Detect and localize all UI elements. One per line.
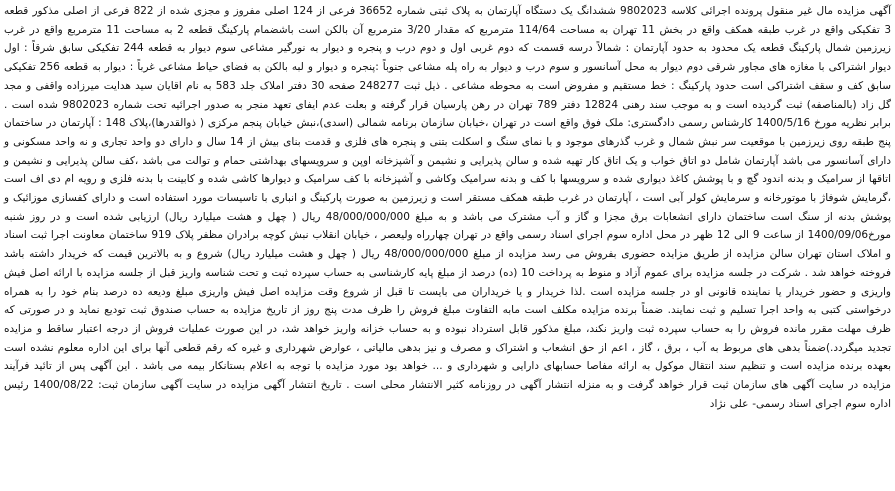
auction-notice-text: آگهی مزایده مال غیر منقول پرونده اجرائی کلاسه 9802023 ششدانگ یک دستگاه آپارتمان به پلاک ثبتی شماره 36652 فرعی از 124 اصلی مفروز و مجزی شده از 822 فرعی از اصلی مذکور قطعه 3 تفکیکی واقع در غرب طبقه همکف واقع در بخش 11 تهران به مساحت 114/64 مترمربع که مقدار 3/20 مترمربع آن بالکن است باشضمام پارکینگ قطعه 2 به مساحت 11 مترمربع واقع در غرب زیرزمین شمال پارکینگ قطعه یک محدود به حدود آپارتمان : شمالاً درسه قسمت که دوم غربی اول و دوم درب و پنجره و دیوار به نورگیر مشاعی سوم دیوار به قطعه 244 تفکیکی سابق شرقاً : اول دیوار اشتراکی با مغازه های مجاور شرقی دوم دیوار به محل آسانسور و سوم درب و دیوار به راه پله مشاعی جنوباً :پنجره و دیوار و لبه بالکن به فضای حیاط مشاعی غرباً : دیوار به قطعه 256 تفکیکی سابق کف و سقف اشتراکی است حدود پارکینگ : خط مستقیم و مفروض است به محوطه مشاعی . ذیل ثبت 248277 صفحه 30 دفتر املاک جلد 583 به نام اقایان سید هدایت میرزاده واقفی و مجد گل زاد (بالمناصفه) ثبت گردیده است و به موجب سند رهنی 12824 دفتر 789 تهران در رهن پارسیان قرار گرفته و بعلت عدم ایفای تعهد منجر به صدور اجرائیه تحت شماره 9802023 شده است . برابر نظریه مورخ 1400/5/16 کارشناس رسمی دادگستری: ملک فوق واقع است در تهران ،خیابان سازمان برنامه شمالی (اسدی)،نبش خیابان پنجم مرکزی ( ذوالقدرها)،پلاک 148 : آپارتمان در ساختمان پنج طبقه روی زیرزمین با موقعیت سر نبش شمال و غرب گذرهای موجود و با نمای سنگ و اسکلت بتنی و پنجره های فلزی و قدمت بنای بیش از 14 سال و دارای دو واحد تجاری و نه واحد مسکونی و دارای آسانسور می باشد آپارتمان شامل دو اتاق خواب و یک اتاق کار تهیه شده و سالن پذیرایی و نشیمن و آشپزخانه اوپن و سرویسهای بهداشتی حمام و توالت می باشد ،کف سالن پذیرایی و نشیمن و اتاقها از سرامیک و بدنه اندود گچ و با پوشش کاغذ دیواری شده و سرویسها با کف و بدنه سرامیک وکاشی و آشپزخانه با کف سرامیک و دیوارها کاشی شده و کابینت با بدنه فلزی و رویه ام دی اف است ،گرمایش شوفاژ با موتورخانه و سرمایش کولر آبی است ، آپارتمان در غرب طبقه همکف مستقر است و زیرزمین به صورت پارکینگ و انباری با تاسیسات مورد استفاده است و دارای کفسازی موزائیک و پوشش بدنه از سنگ است ساختمان دارای انشعابات برق مجزا و گاز و آب مشترک می باشد و به مبلغ 48/000/000/000 ریال ( چهل و هشت میلیارد ریال) ارزیابی شده است و در روز شنبه مورخ1400/09/06 از ساعت 9 الی 12 ظهر در محل اداره سوم اجرای اسناد رسمی واقع در تهران چهارراه ولیعصر ، خیابان انقلاب نبش کوچه برادران مظفر پلاک 919 ساختمان معاونت اجرا ثبت اسناد و املاک استان تهران سالن مزایده از طریق مزایده حضوری بفروش می رسد مزایده از مبلغ 48/000/000/000 ریال ( چهل و هشت میلیارد ریال) شروع و به بالاترین قیمت که خریدار داشته باشد فروخته خواهد شد . شرکت در جلسه مزایده برای عموم آزاد و منوط به پرداخت 10 (ده) درصد از مبلغ پایه کارشناسی به حساب سپرده ثبت و تحت شناسه واریز قبل از جلسه مزایده با ارائه اصل فیش واریزی و حضور خریدار یا نماینده قانونی او در جلسه مزایده است .لذا خریدار و یا خریداران می بایست تا قبل از شروع وقت مزایده اصل فیش واریزی مبلغ ودیعه ده درصد بنام خود را به همراه درخواستی کتبی به واحد اجرا تسلیم و ثبت نمایند. ضمناً برنده مزایده مکلف است مابه التفاوت مبلغ فروش را ظرف مدت پنج روز از تاریخ مزایده به حساب صندوق ثبت تودیع نماید و در صورتی که ظرف مهلت مقرر مانده فروش را به حساب سپرده ثبت واریز نکند، مبلغ مذکور قابل استرداد نبوده و به حساب خزانه واریز خواهد شد، در این صورت عملیات فروش از درجه اعتبار ساقط و مزایده تجدید میگردد.)ضمناً بدهی های مربوط به آب ، برق ، گاز ، اعم از حق انشعاب و اشتراک و مصرف و نیز بدهی مالیاتی ، عوارض شهرداری و غیره که رقم قطعی آنها برای این اداره معلوم نشده است بعهده برنده مزایده است و تنظیم سند انتقال موکول به ارائه مفاصا حسابهای دارایی و شهرداری و ... خواهد بود مورد مزایده با توجه به اعلام بستانکار بیمه می باشد . این آگهی پس از تائید فرآیند مزایده در سایت آگهی های سازمان ثبت قرار خواهد گرفت و به منزله انتشار آگهی در روزنامه کثیر الانتشار محلی است . تاریخ انتشار آگهی مزایده در سایت آگهی سازمان ثبت: 1400/08/22 رئیس اداره سوم اجرای اسناد رسمی- علی نژاد <box>4 5 892 410</box>
